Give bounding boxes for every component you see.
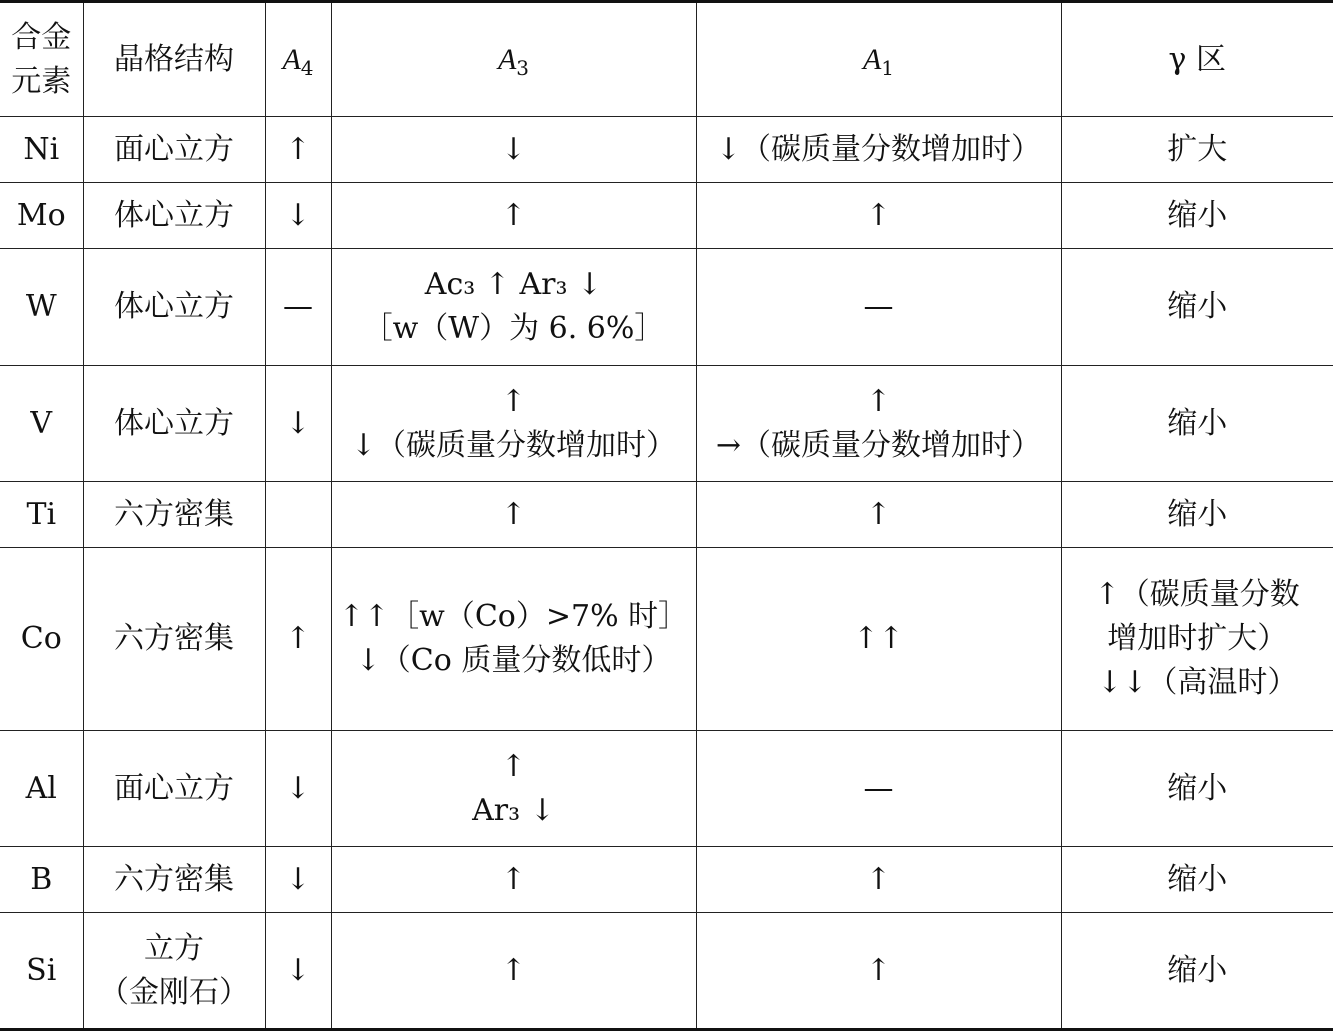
table-row [0,183,1333,249]
cell-line: ↓（Co 质量分数低时） [355,643,672,678]
cell-lattice [83,913,265,1030]
cell-a1 [696,249,1061,366]
cell-gamma [1061,847,1333,913]
cell-gamma [1061,366,1333,482]
table-row [0,366,1333,482]
cell-line: 六方密集 [114,621,234,656]
cell-a4: ↑ [265,117,331,183]
cell-line: 缩小 [1167,770,1228,806]
header-row [0,2,1333,117]
cell-a3 [331,249,696,366]
table-row [0,847,1333,913]
cell-line: 缩小 [1167,405,1228,441]
cell-line: 缩小 [1167,952,1228,988]
cell-line: ↑ [865,383,892,419]
cell-line: Ac₃ ↑ Ar₃ ↓ [424,267,603,302]
cell-line: Ar₃ ↓ [472,792,555,828]
cell-line: ↑ [865,197,892,233]
cell-lattice [83,249,265,366]
cell-a3 [331,117,696,183]
cell-line: 缩小 [1167,197,1228,233]
cell-line: ↑ [500,748,527,784]
cell-a3 [331,482,696,548]
cell-line: 体心立方 [114,197,234,233]
header-gamma: γ 区 [1061,2,1333,117]
cell-line: 立方 [144,930,204,966]
cell-a1 [696,731,1061,847]
cell-line: ↑ [865,952,892,988]
table-row [0,548,1333,731]
cell-a3 [331,548,696,731]
header-element: 合金 元素 [0,2,83,117]
cell-line: — [863,770,894,806]
cell-a1 [696,366,1061,482]
cell-line: 扩大 [1167,131,1228,167]
cell-line: （金刚石） [99,974,249,1010]
cell-line: ↑ [500,197,527,233]
cell-a3 [331,731,696,847]
cell-line: 增加时扩大） [1107,621,1288,656]
cell-line: 体心立方 [114,405,234,441]
cell-a4: ↓ [265,913,331,1030]
cell-line: 缩小 [1167,289,1228,324]
cell-a4: ↓ [265,183,331,249]
cell-line: — [863,289,894,324]
table-row [0,117,1333,183]
cell-a1 [696,847,1061,913]
table-row [0,731,1333,847]
cell-lattice [83,366,265,482]
table-row [0,249,1333,366]
header-a1: $A_1$ [696,2,1061,117]
cell-line: ↓（碳质量分数增加时） [715,131,1042,167]
cell-line: ↑ [865,496,892,532]
table-body [0,117,1333,1030]
cell-gamma [1061,548,1333,731]
cell-a1 [696,548,1061,731]
cell-a1 [696,117,1061,183]
cell-el: Si [0,913,83,1030]
cell-gamma [1061,183,1333,249]
cell-lattice [83,548,265,731]
table-row [0,913,1333,1030]
cell-a1 [696,183,1061,249]
header-lattice: 晶格结构 [83,2,265,117]
cell-el: B [0,847,83,913]
cell-gamma [1061,117,1333,183]
cell-line: ↑↑［w（Co）>7% 时］ [338,599,689,634]
cell-a3 [331,366,696,482]
cell-a4: ↓ [265,366,331,482]
table-row [0,482,1333,548]
cell-gamma [1061,731,1333,847]
cell-el: Co [0,548,83,731]
cell-line: ↓↓（高温时） [1097,665,1298,700]
cell-gamma [1061,482,1333,548]
cell-el: Al [0,731,83,847]
cell-line: 缩小 [1167,496,1228,532]
cell-a1 [696,482,1061,548]
cell-a4 [265,482,331,548]
cell-a3 [331,913,696,1030]
cell-line: 缩小 [1167,861,1228,897]
cell-line: ↑ [500,861,527,897]
cell-a3 [331,847,696,913]
cell-a4: ↑ [265,548,331,731]
cell-line: ［w（W）为 6. 6%］ [362,311,665,346]
cell-a1 [696,913,1061,1030]
cell-a4: ↓ [265,847,331,913]
cell-line: →（碳质量分数增加时） [715,427,1042,463]
cell-line: ↑ [865,861,892,897]
cell-lattice [83,183,265,249]
cell-gamma [1061,913,1333,1030]
header-a3: $A_3$ [331,2,696,117]
cell-line: 体心立方 [114,289,234,324]
cell-lattice [83,482,265,548]
cell-el: Mo [0,183,83,249]
cell-gamma [1061,249,1333,366]
cell-line: 六方密集 [114,496,234,532]
cell-lattice [83,731,265,847]
cell-el: W [0,249,83,366]
cell-line: 面心立方 [114,131,234,167]
cell-line: ↑↑ [853,621,904,656]
cell-line: ↓（碳质量分数增加时） [350,427,677,463]
cell-a4: — [265,249,331,366]
cell-line: ↑ [500,383,527,419]
cell-el: V [0,366,83,482]
cell-a3 [331,183,696,249]
cell-line: 面心立方 [114,770,234,806]
cell-line: ↑（碳质量分数 [1094,577,1300,612]
header-a4: $A_4$ [265,2,331,117]
cell-a4: ↓ [265,731,331,847]
cell-el: Ti [0,482,83,548]
cell-el: Ni [0,117,83,183]
cell-line: ↑ [500,952,527,988]
cell-line: ↑ [500,496,527,532]
cell-lattice [83,847,265,913]
cell-line: 六方密集 [114,861,234,897]
cell-line: ↓ [500,131,527,167]
cell-lattice [83,117,265,183]
